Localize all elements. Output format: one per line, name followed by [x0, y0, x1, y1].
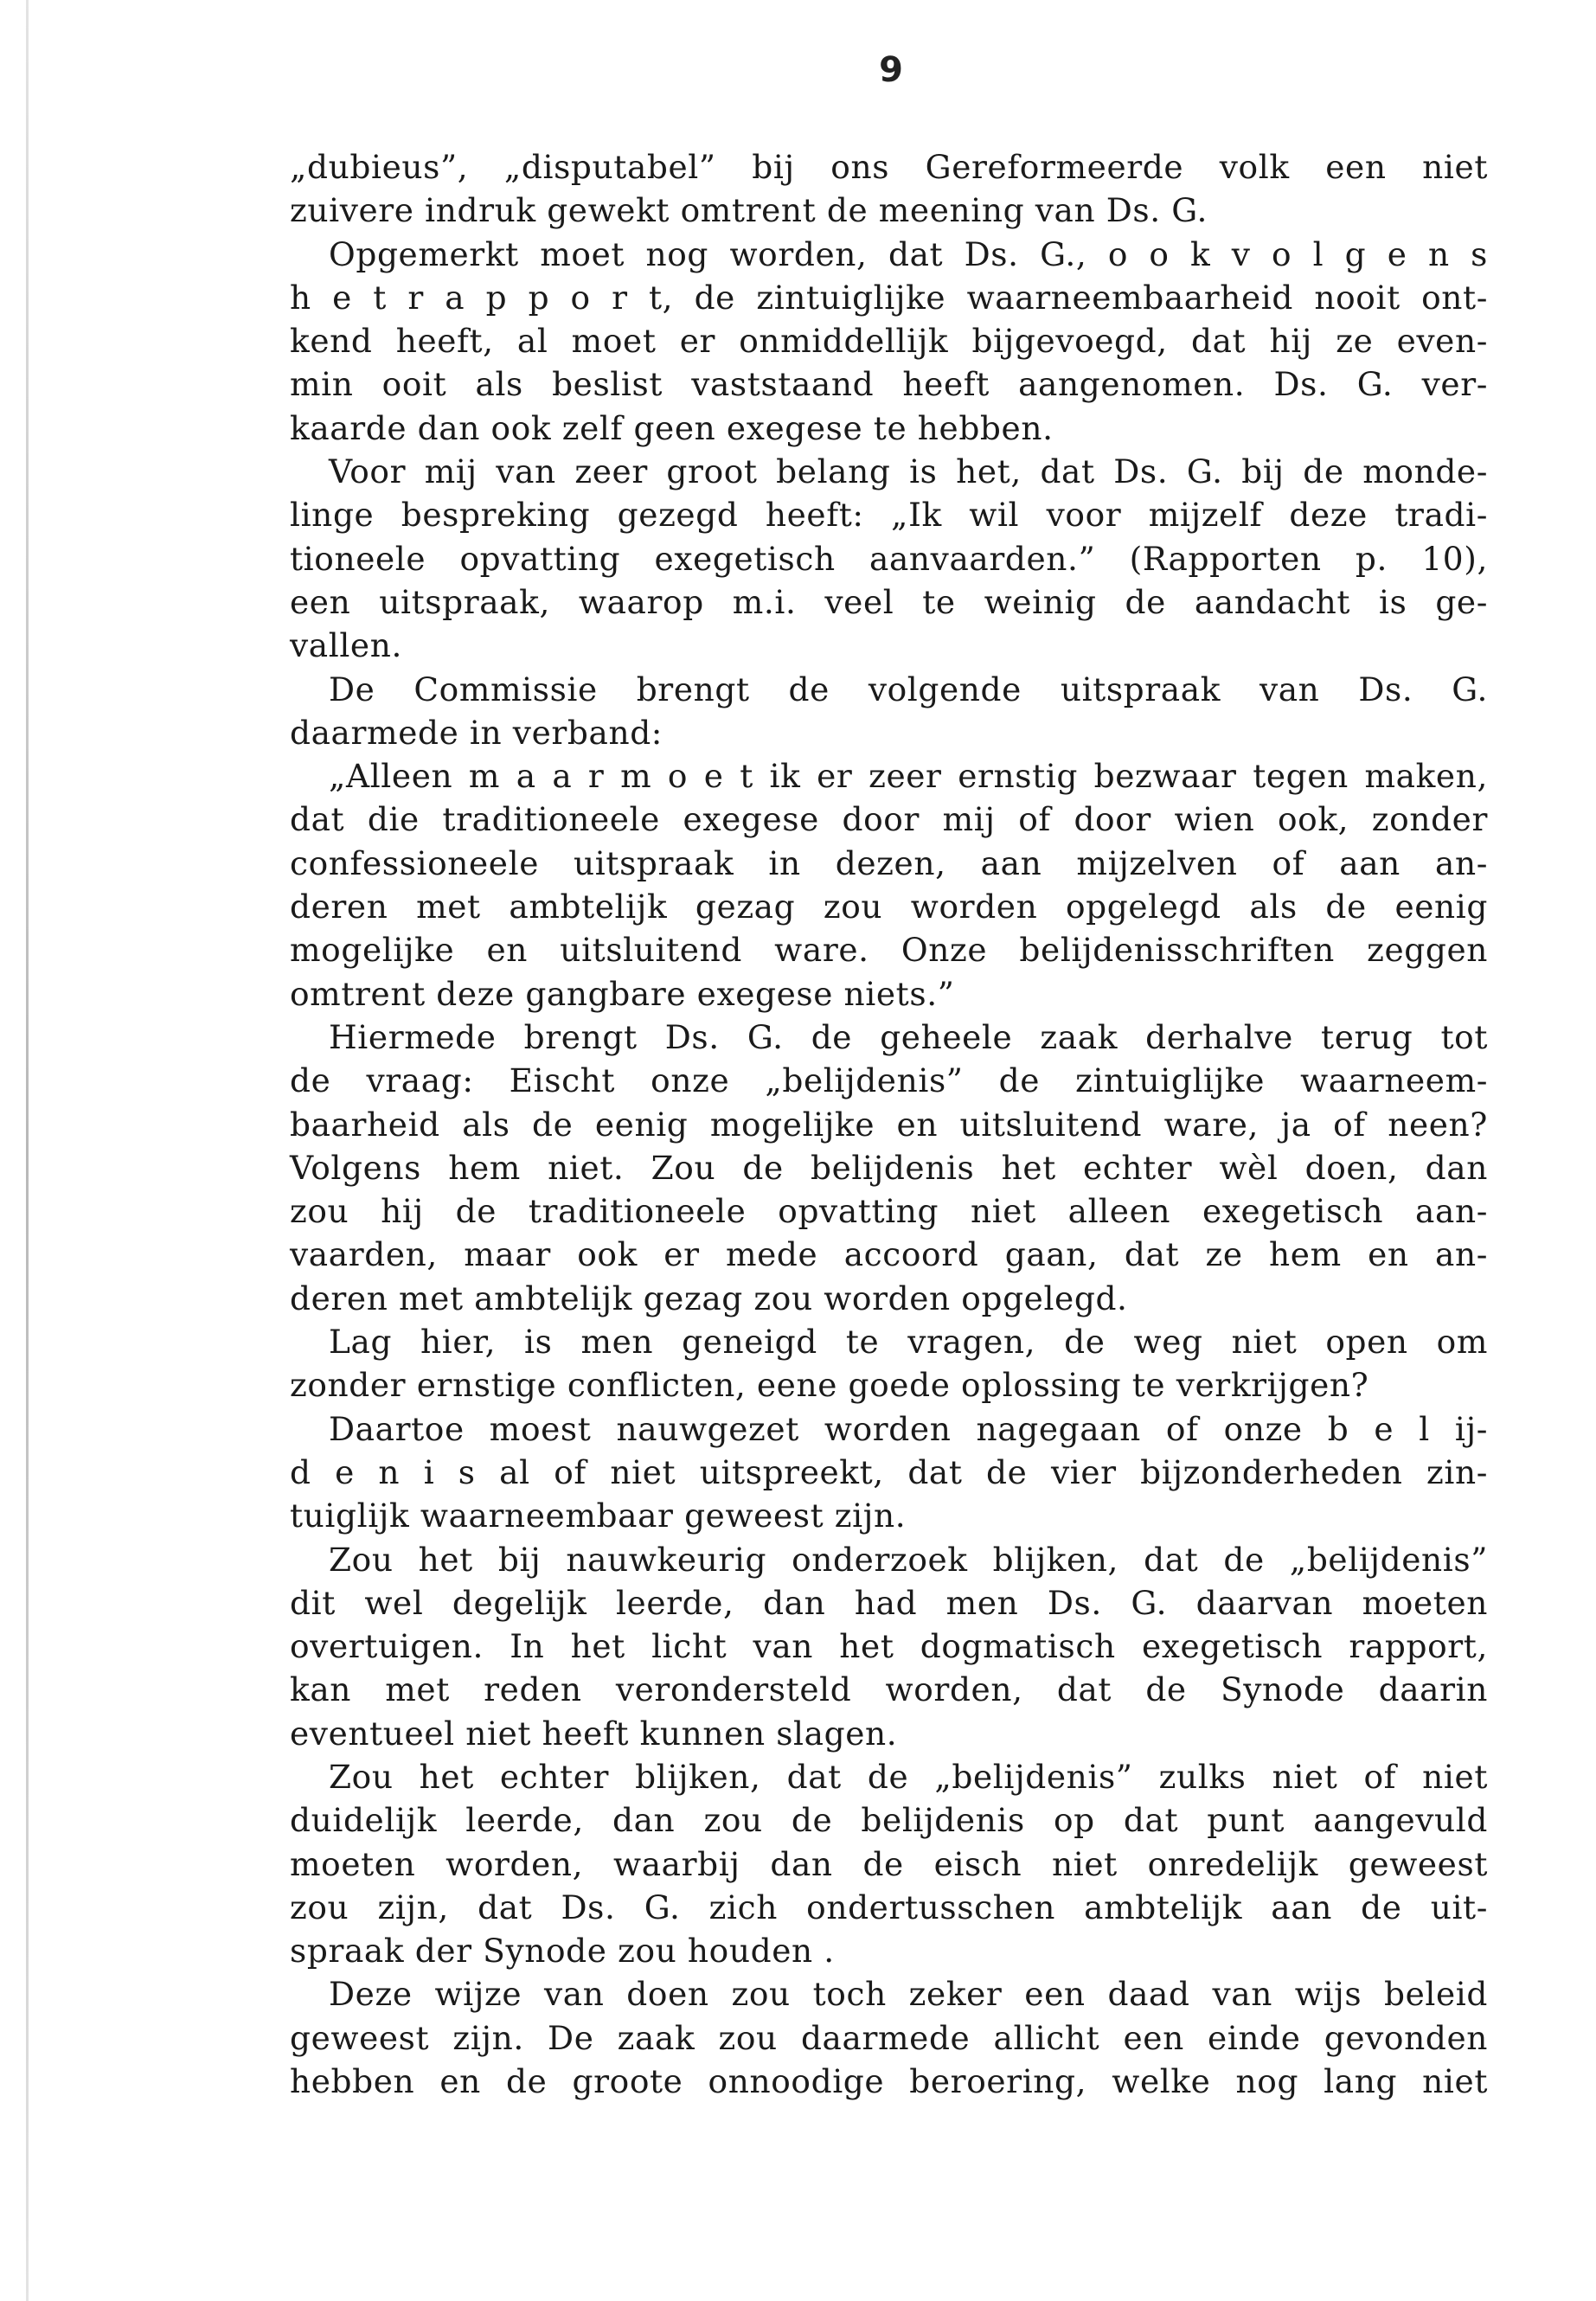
text-line: „Alleen m a a r m o e t ik er zeer ernstig bezwaar tegen maken,	[329, 757, 1488, 796]
text-line: zou zijn, dat Ds. G. zich ondertusschen ambtelijk aan de uit-	[290, 1888, 1488, 1926]
text-line: min ooit als beslist vaststaand heeft aangenomen. Ds. G. ver-	[290, 365, 1488, 404]
text-line: Opgemerkt moet nog worden, dat Ds. G., o o k v o l g e n s	[329, 234, 1488, 273]
text-line: baarheid als de eenig mogelijke en uitsluitend ware, ja of neen?	[290, 1105, 1488, 1144]
text-line: „dubieus”, „disputabel” bij ons Gereformeerde volk een niet	[290, 148, 1488, 186]
text-line: confessioneele uitspraak in dezen, aan mijzelven of aan an-	[290, 843, 1488, 882]
text-line: tioneele opvatting exegetisch aanvaarden.” (Rapporten p. 10),	[290, 539, 1488, 578]
text-line: tuiglijk waarneembaar geweest zijn.	[290, 1497, 907, 1535]
text-line: Hiermede brengt Ds. G. de geheele zaak derhalve terug tot	[329, 1017, 1488, 1056]
text-line: deren met ambtelijk gezag zou worden opgelegd als de eenig	[290, 888, 1488, 926]
text-line: Daartoe moest nauwgezet worden nagegaan of onze b e l ij-	[329, 1409, 1488, 1448]
text-line: zonder ernstige conflicten, eene goede oplossing te verkrijgen?	[290, 1366, 1369, 1405]
text-line: kan met reden verondersteld worden, dat de Synode daarin	[290, 1670, 1488, 1709]
text-line: omtrent deze gangbare exegese niets.”	[290, 974, 955, 1013]
scan-edge	[26, 0, 29, 2301]
text-line: Zou het bij nauwkeurig onderzoek blijken, dat de „belijdenis”	[329, 1540, 1488, 1579]
text-line: eventueel niet heeft kunnen slagen.	[290, 1714, 898, 1753]
text-line: kend heeft, al moet er onmiddellijk bijgevoegd, dat hij ze even-	[290, 322, 1488, 361]
body-text	[290, 145, 1488, 2103]
text-line: h e t r a p p o r t, de zintuiglijke waarneembaarheid nooit ont-	[290, 278, 1488, 317]
text-line: Deze wijze van doen zou toch zeker een daad van wijs beleid	[329, 1975, 1488, 2014]
page-number: 9	[879, 50, 903, 90]
text-line: de vraag: Eischt onze „belijdenis” de zintuiglijke waarneem-	[290, 1061, 1488, 1100]
text-line: overtuigen. In het licht van het dogmatisch exegetisch rapport,	[290, 1627, 1488, 1666]
text-line: hebben en de groote onnoodige beroering, welke nog lang niet	[290, 2062, 1488, 2101]
text-line: De Commissie brengt de volgende uitspraak van Ds. G.	[329, 670, 1488, 708]
text-line: spraak der Synode zou houden .	[290, 1932, 835, 1971]
text-line: zou hij de traditioneele opvatting niet alleen exegetisch aan-	[290, 1192, 1488, 1231]
text-line: Zou het echter blijken, dat de „belijdenis” zulks niet of niet	[329, 1757, 1488, 1796]
text-line: vallen.	[290, 626, 402, 665]
text-line: mogelijke en uitsluitend ware. Onze belijdenisschriften zeggen	[290, 931, 1488, 970]
text-line: linge bespreking gezegd heeft: „Ik wil voor mijzelf deze tradi-	[290, 496, 1488, 535]
text-line: geweest zijn. De zaak zou daarmede allicht een einde gevonden	[290, 2018, 1488, 2057]
text-line: Lag hier, is men geneigd te vragen, de weg niet open om	[329, 1323, 1488, 1362]
text-line: daarmede in verband:	[290, 713, 663, 752]
text-line: deren met ambtelijk gezag zou worden opgelegd.	[290, 1279, 1128, 1317]
text-line: dat die traditioneele exegese door mij of door wien ook, zonder	[290, 800, 1488, 839]
text-line: een uitspraak, waarop m.i. veel te weinig de aandacht is ge-	[290, 582, 1488, 621]
text-line: Voor mij van zeer groot belang is het, dat Ds. G. bij de monde-	[329, 452, 1488, 491]
text-line: Volgens hem niet. Zou de belijdenis het echter wèl doen, dan	[290, 1148, 1488, 1187]
text-line: dit wel degelijk leerde, dan had men Ds. G. daarvan moeten	[290, 1583, 1488, 1622]
text-line: moeten worden, waarbij dan de eisch niet onredelijk geweest	[290, 1844, 1488, 1883]
text-line: duidelijk leerde, dan zou de belijdenis op dat punt aangevuld	[290, 1801, 1488, 1840]
text-line: d e n i s al of niet uitspreekt, dat de vier bijzonderheden zin-	[290, 1452, 1488, 1491]
text-line: zuivere indruk gewekt omtrent de meening van Ds. G.	[290, 191, 1208, 230]
text-line: vaarden, maar ook er mede accoord gaan, dat ze hem en an-	[290, 1235, 1488, 1274]
text-line: kaarde dan ook zelf geen exegese te hebben.	[290, 408, 1054, 447]
